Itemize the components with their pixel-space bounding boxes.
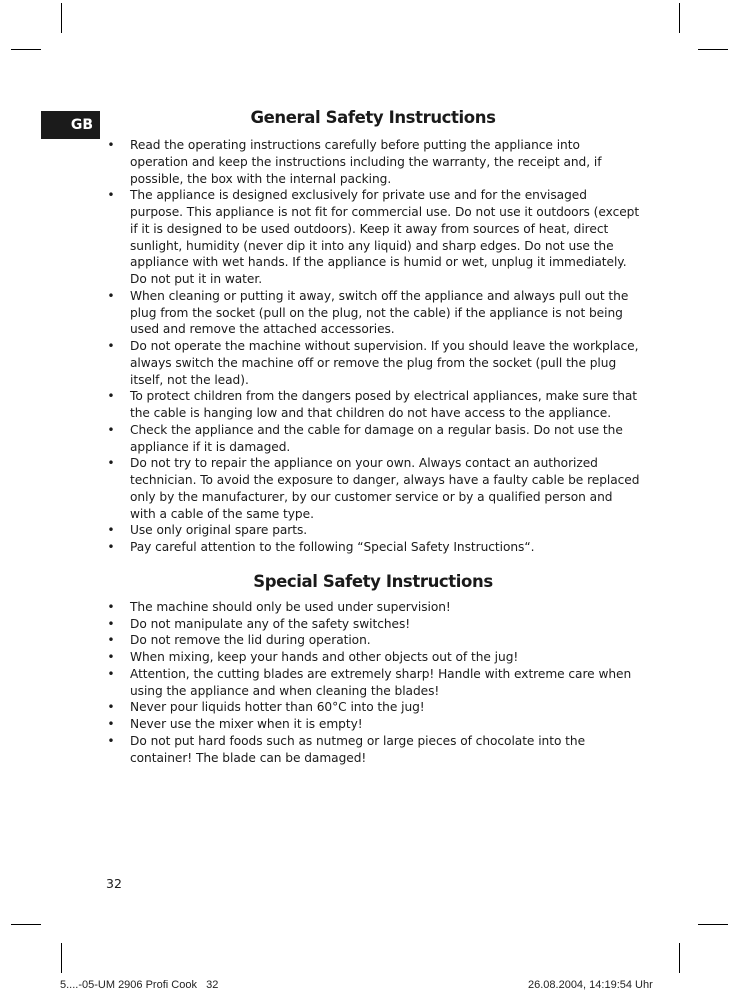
list-item [105,649,641,666]
bullet-icon: • [107,599,115,614]
bullet-icon: • [107,389,115,404]
general-safety-title: General Safety Instructions [250,108,496,127]
bullet-icon: • [107,422,115,437]
list-item-text: When mixing, keep your hands and other objects out of the jug! [130,650,519,664]
list-item [105,539,641,556]
bullet-icon: • [107,523,115,538]
list-item-text: The appliance is designed exclusively for private use and for the envisaged purpose. This appliance is not fit for commercial use. Do not use it outdoors (except if it is designed to be used outdoors). Keep it away from sources of heat, direct sunlight, humidity (never dip it into any liquid) and sharp edges. Do not use the appliance with wet hands. If the appliance is humid or wet, unplug it immediately. Do not put it in water. [130,188,640,286]
crop-mark [698,49,728,50]
document-body [105,106,641,766]
bullet-icon: • [107,616,115,631]
list-item [105,422,641,456]
list-item [105,187,641,288]
bullet-icon: • [107,650,115,664]
list-item-text: Never pour liquids hotter than 60°C into the jug! [130,700,425,715]
special-safety-title: Special Safety Instructions [253,571,493,591]
general-safety-list [105,137,641,556]
list-item-text: Do not operate the machine without supervision. If you should leave the workplace, always switch the machine off or remove the plug from the socket (pull the plug itself, not the lead). [130,339,639,387]
crop-mark [679,3,680,33]
list-item [105,388,641,422]
crop-mark [11,49,41,50]
list-item-text: When cleaning or putting it away, switch off the appliance and always pull out the plug from the socket (pull on the plug, not the cable) if the appliance is not being used and remove the attached accessories. [130,288,629,337]
bullet-icon: • [107,456,115,471]
list-item-text: Pay careful attention to the following “Special Safety Instructions“. [130,540,535,554]
list-item-text: Never use the mixer when it is empty! [130,717,363,731]
footer-file-info: 5....-05-UM 2906 Profi Cook 32 [60,979,219,991]
list-item [105,632,641,649]
list-item [105,522,641,539]
bullet-icon: • [107,339,115,353]
list-item-text: The machine should only be used under supervision! [130,599,451,614]
list-item-text: Use only original spare parts. [130,523,308,538]
crop-mark [61,3,62,33]
bullet-icon: • [107,288,115,303]
bullet-icon: • [107,138,115,152]
page-number: 32 [106,876,122,891]
list-item [105,599,641,616]
bullet-icon: • [107,188,115,203]
list-item-text: Do not try to repair the appliance on your own. Always contact an authorized technician. To avoid the exposure to danger, always have a faulty cable be replaced only by the manufacturer, by our customer service or by a qualified person and with a cable of the same type. [130,456,640,521]
list-item-text: Read the operating instructions carefully before putting the appliance into operation and keep the instructions including the warranty, the receipt and, if possible, the box with the internal packing. [130,138,602,186]
crop-mark [698,924,728,925]
bullet-icon: • [107,717,115,731]
bullet-icon: • [107,733,115,748]
list-item [105,699,641,716]
language-tab: GB [41,111,100,139]
bullet-icon: • [107,666,115,681]
crop-mark [679,943,680,973]
list-item [105,716,641,733]
list-item-text: To protect children from the dangers posed by electrical appliances, make sure that the cable is hanging low and that children do not have access to the appliance. [130,389,638,420]
list-item [105,137,641,187]
list-item-text: Do not put hard foods such as nutmeg or large pieces of chocolate into the container! The blade can be damaged! [130,733,586,765]
bullet-icon: • [107,633,115,648]
list-item [105,338,641,388]
list-item [105,733,641,767]
list-item [105,666,641,700]
list-item [105,616,641,633]
footer-timestamp: 26.08.2004, 14:19:54 Uhr [528,979,653,991]
bullet-icon: • [107,700,115,715]
list-item-text: Attention, the cutting blades are extremely sharp! Handle with extreme care when using the appliance and when cleaning the blades! [130,666,632,698]
bullet-icon: • [107,540,115,554]
list-item [105,455,641,522]
list-item-text: Check the appliance and the cable for damage on a regular basis. Do not use the appliance if it is damaged. [130,422,623,454]
crop-mark [11,924,41,925]
special-safety-list [105,599,641,767]
list-item [105,288,641,338]
list-item-text: Do not remove the lid during operation. [130,633,371,648]
list-item-text: Do not manipulate any of the safety switches! [130,616,411,631]
crop-mark [61,943,62,973]
